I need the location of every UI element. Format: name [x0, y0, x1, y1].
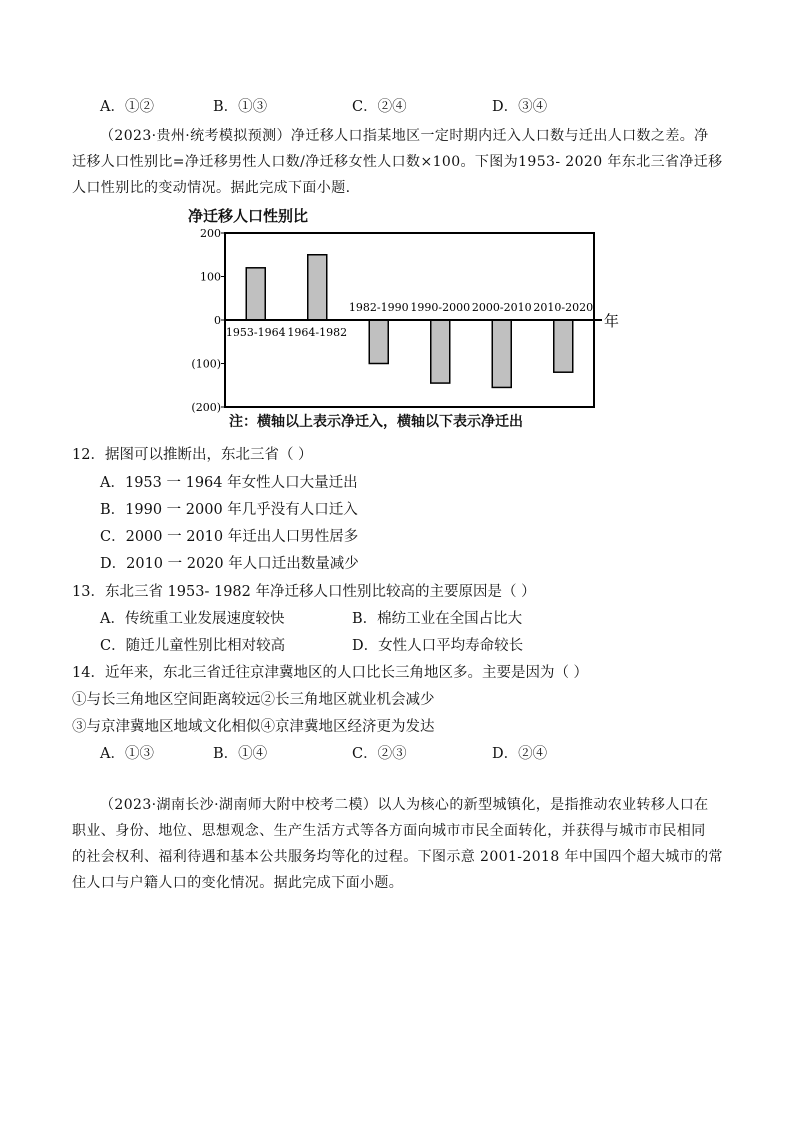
bar-1964-1982 [308, 255, 327, 320]
intro2-line2: 职业、身份、地位、思想观念、生产生活方式等各方面向城市市民全面转化，并获得与城市市民相同 [72, 823, 706, 839]
q14-option-a: A．①③ [100, 746, 154, 762]
prev-option-c: C．②④ [352, 99, 407, 115]
q14-option-d: D．②④ [492, 746, 548, 762]
y-tick-label: (100) [191, 357, 221, 371]
y-tick-label: 100 [200, 270, 221, 284]
prev-option-d: D．③④ [492, 99, 548, 115]
y-tick-label: 200 [200, 227, 221, 240]
q12-option-a: A．1953 一 1964 年女性人口大量迁出 [100, 475, 358, 491]
intro2-line1: （2023·湖南长沙·湖南师大附中校考二模）以人为核心的新型城镇化，是指推动农业转移人口在 [100, 797, 709, 813]
bar-1953-1964 [246, 268, 265, 320]
q14-items-line2: ③与京津冀地区地域文化相似④京津冀地区经济更为发达 [72, 719, 435, 735]
intro1-line3: 人口性别比的变动情况。据此完成下面小题. [72, 180, 351, 196]
y-tick-label: (200) [191, 401, 221, 414]
intro1-line2: 迁移人口性别比=净迁移男性人口数/净迁移女性人口数×100。下图为1953- 2020 年东北三省净迁移 [72, 154, 723, 170]
q13-option-d: D．女性人口平均寿命较长 [352, 638, 524, 654]
intro2-line4: 住人口与户籍人口的变化情况。据此完成下面小题。 [72, 875, 404, 891]
bar-1982-1990 [369, 320, 388, 364]
net-migration-sex-ratio-chart [180, 224, 640, 434]
x-category-label: 1953-1964 [225, 326, 286, 339]
q12-option-d: D．2010 一 2020 年人口迁出数量减少 [100, 556, 359, 572]
intro2-line3: 的社会权利、福利待遇和基本公共服务均等化的过程。下图示意 2001-2018 年中国四个超大城市的常 [72, 849, 723, 865]
q14-option-b: B．①④ [213, 746, 268, 762]
x-category-label: 1990-2000 [410, 301, 471, 314]
x-category-label: 2010-2020 [533, 301, 594, 314]
bar-2010-2020 [554, 320, 573, 372]
x-axis-unit: 年 [604, 312, 620, 330]
chart-title: 净迁移人口性别比 [188, 207, 309, 225]
q12-option-b: B．1990 一 2000 年几乎没有人口迁入 [100, 502, 358, 518]
x-category-label: 2000-2010 [471, 301, 532, 314]
x-category-label: 1982-1990 [348, 301, 409, 314]
intro1-line1: （2023·贵州·统考模拟预测）净迁移人口指某地区一定时期内迁入人口数与迁出人口数之差。净 [100, 128, 709, 144]
bar-1990-2000 [431, 320, 450, 383]
q14-items-line1: ①与长三角地区空间距离较远②长三角地区就业机会减少 [72, 692, 435, 708]
q14-stem: 14．近年来，东北三省迁往京津冀地区的人口比长三角地区多。主要是因为（ ） [72, 665, 589, 681]
prev-option-b: B．①③ [213, 99, 268, 115]
q13-stem: 13．东北三省 1953- 1982 年净迁移人口性别比较高的主要原因是（ ） [72, 584, 536, 600]
q13-option-b: B．棉纺工业在全国占比大 [352, 611, 523, 627]
x-category-label: 1964-1982 [287, 326, 348, 339]
bar-2000-2010 [492, 320, 511, 387]
q13-option-a: A．传统重工业发展速度较快 [100, 611, 285, 627]
q12-stem: 12．据图可以推断出，东北三省（ ） [72, 447, 313, 463]
q14-option-c: C．②③ [352, 746, 407, 762]
q12-option-c: C．2000 一 2010 年迁出人口男性居多 [100, 529, 359, 545]
chart-note: 注：横轴以上表示净迁入，横轴以下表示净迁出 [229, 414, 523, 430]
q13-option-c: C．随迁儿童性别比相对较高 [100, 638, 286, 654]
prev-option-a: A．①② [100, 99, 154, 115]
y-tick-label: 0 [214, 314, 221, 327]
